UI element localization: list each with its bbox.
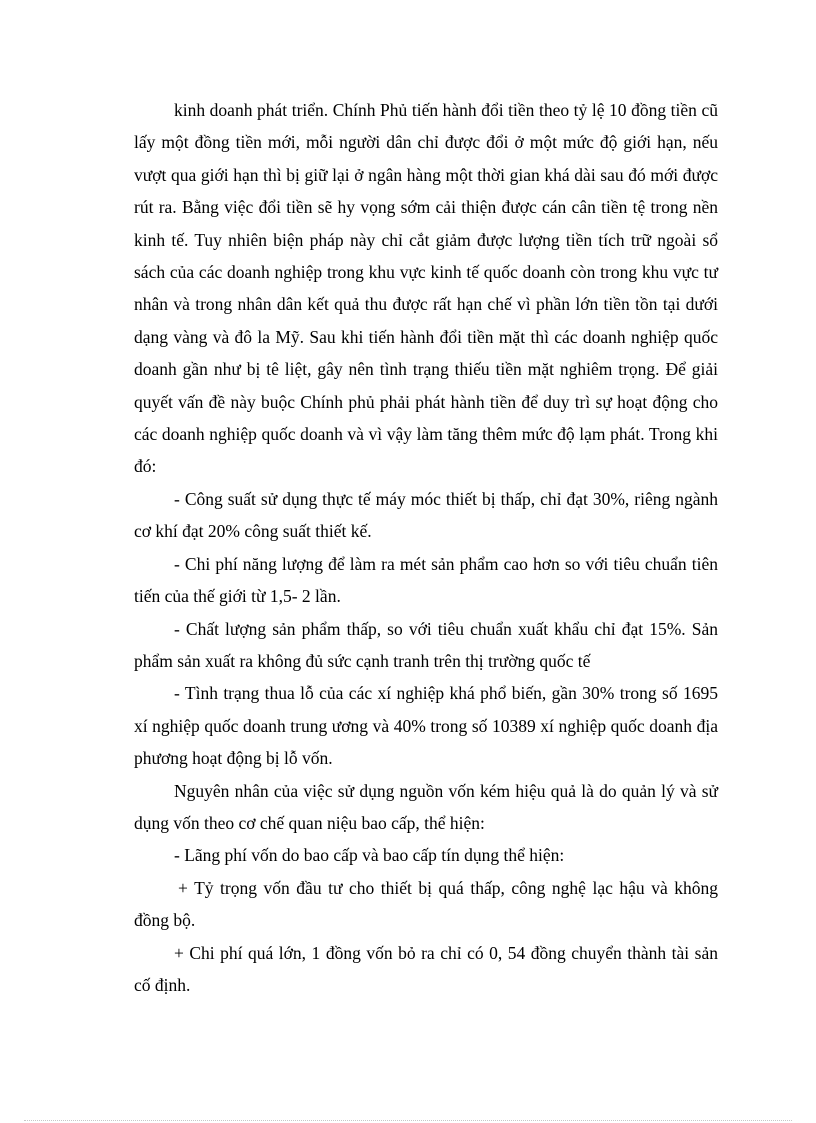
bullet-item: - Chi phí năng lượng để làm ra mét sản phẩm cao hơn so với tiêu chuẩn tiên tiến của thế giới từ 1,5- 2 lần.: [134, 553, 718, 607]
document-body: [134, 94, 718, 1001]
sub-bullet-item: + Chi phí quá lớn, 1 đồng vốn bỏ ra chỉ có 0, 54 đồng chuyển thành tài sản cố định.: [134, 942, 718, 995]
sub-bullet-item: + Tỷ trọng vốn đầu tư cho thiết bị quá thấp, công nghệ lạc hậu và không đồng bộ.: [134, 877, 718, 931]
bullet-item: - Chất lượng sản phẩm thấp, so với tiêu chuẩn xuất khẩu chỉ đạt 15%. Sản phẩm sản xuất ra không đủ sức cạnh tranh trên thị trường quốc tế: [134, 618, 718, 671]
paragraph: Nguyên nhân của việc sử dụng nguồn vốn kém hiệu quả là do quản lý và sử dụng vốn theo cơ chế quan niệu bao cấp, thể hiện:: [134, 780, 718, 833]
page-bottom-rule: [24, 1120, 792, 1121]
bullet-item: - Công suất sử dụng thực tế máy móc thiết bị thấp, chỉ đạt 30%, riêng ngành cơ khí đạt 20% công suất thiết kế.: [134, 488, 718, 542]
paragraph: kinh doanh phát triển. Chính Phủ tiến hành đổi tiền theo tỷ lệ 10 đồng tiền cũ lấy một đồng tiền mới, mỗi người dân chỉ được đổi ở một mức độ giới hạn, nếu vượt qua giới hạn thì bị giữ lại ở ngân hàng một thời gian khá dài sau đó mới được rút ra. Bằng việc đổi tiền sẽ hy vọng sớm cải thiện được cán cân tiền tệ trong nền kinh tế. Tuy nhiên biện pháp này chỉ cắt giảm được lượng tiền tích trữ ngoài sổ sách của các doanh nghiệp trong khu vực kinh tế quốc doanh còn trong khu vực tư nhân và trong nhân dân kết quả thu được rất hạn chế vì phần lớn tiền tồn tại dưới dạng vàng và đô la Mỹ. Sau khi tiến hành đổi tiền mặt thì các doanh nghiệp quốc doanh gần như bị tê liệt, gây nên tình trạng thiếu tiền mặt nghiêm trọng. Để giải quyết vấn đề này buộc Chính phủ phải phát hành tiền để duy trì sự hoạt động cho các doanh nghiệp quốc doanh và vì vậy làm tăng thêm mức độ lạm phát. Trong khi đó:: [134, 100, 718, 477]
bullet-item: - Tình trạng thua lỗ của các xí nghiệp khá phổ biến, gần 30% trong số 1695 xí nghiệp quốc doanh trung ương và 40% trong số 10389 xí nghiệp quốc doanh địa phương hoạt động bị lỗ vốn.: [134, 683, 718, 769]
bullet-item: - Lãng phí vốn do bao cấp và bao cấp tín dụng thể hiện:: [174, 845, 565, 866]
